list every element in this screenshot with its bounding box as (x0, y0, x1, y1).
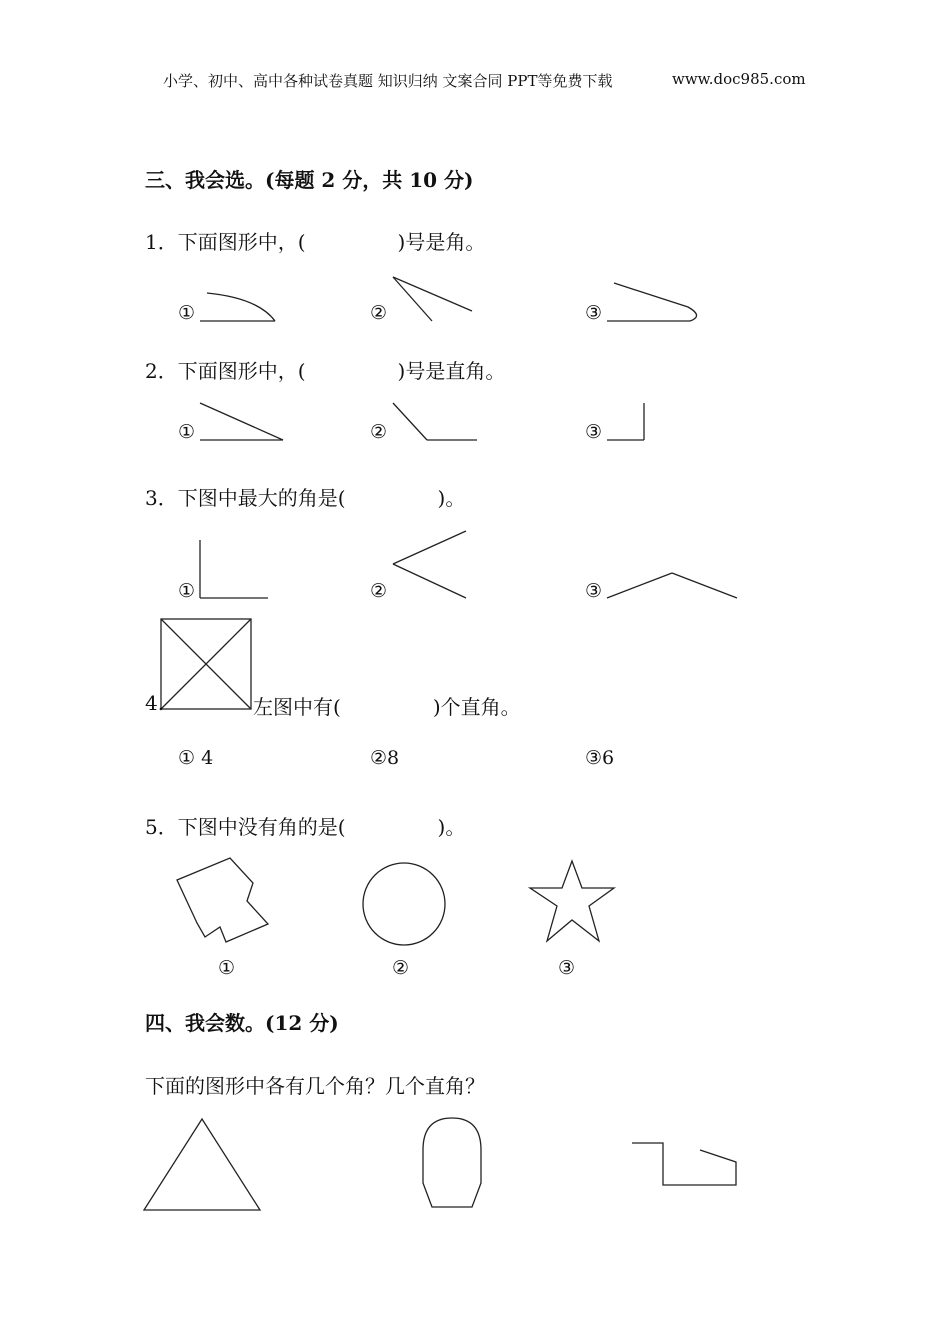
q4-option-2: ②8 (370, 747, 400, 769)
q1-option-2: ② (370, 302, 388, 324)
q5-option-3: ③ (558, 957, 576, 979)
q2-option-3: ③ (585, 421, 603, 443)
question-3 (145, 482, 465, 511)
section-3-title: 三、我会选。(每题 2 分，共 10 分) (145, 168, 474, 192)
q2-option-2: ② (370, 421, 388, 443)
q5-irregular-polygon (177, 858, 268, 942)
question-2 (145, 355, 505, 384)
q2-acute-angle-shape (200, 403, 283, 440)
question-3-post: )。 (437, 486, 466, 510)
q5-circle (363, 863, 445, 945)
q2-obtuse-angle-shape (393, 403, 477, 440)
s4-triangle (144, 1119, 260, 1210)
section-4-prompt: 下面的图形中各有几个角？几个直角？ (145, 1074, 485, 1098)
q3-option-3: ③ (585, 580, 603, 602)
s4-step-shape (632, 1143, 736, 1185)
question-4 (253, 691, 521, 720)
q5-star (530, 861, 614, 941)
q5-option-2: ② (392, 957, 410, 979)
q2-right-angle-shape (607, 403, 644, 440)
q5-option-1: ① (218, 957, 236, 979)
question-1-pre: 1．下面图形中，( (145, 230, 306, 254)
header-url[interactable]: www.doc985.com (672, 70, 806, 88)
q3-right-angle-shape (200, 540, 268, 598)
s4-rounded-octagon (423, 1118, 481, 1207)
question-5-pre: 5．下图中没有角的是( (145, 815, 346, 839)
q4-square-with-diagonals (161, 619, 251, 709)
question-2-post: )号是直角。 (397, 359, 506, 383)
question-2-pre: 2．下面图形中，( (145, 359, 306, 383)
q2-option-1: ① (178, 421, 196, 443)
q1-option-3: ③ (585, 302, 603, 324)
header-left-text: 小学、初中、高中各种试卷真题 知识归纳 文案合同 PPT等免费下载 (163, 72, 613, 90)
question-1-post: )号是角。 (397, 230, 486, 254)
q1-angle-shape (393, 277, 472, 321)
q3-option-2: ② (370, 580, 388, 602)
q3-option-1: ① (178, 580, 196, 602)
question-5 (145, 811, 465, 840)
question-3-pre: 3．下图中最大的角是( (145, 486, 346, 510)
q1-option-1: ① (178, 302, 196, 324)
q3-obtuse-angle-shape (607, 573, 737, 598)
question-4-number: 4. (145, 691, 165, 715)
q4-option-3: ③6 (585, 747, 615, 769)
q3-acute-angle-shape (393, 531, 466, 598)
question-5-post: )。 (437, 815, 466, 839)
q1-arc-shape (200, 293, 275, 321)
question-4-pre: 左图中有( (253, 695, 341, 719)
question-4-post: )个直角。 (432, 695, 521, 719)
section-4-title: 四、我会数。(12 分) (145, 1011, 339, 1035)
q4-option-1: ① 4 (178, 747, 214, 769)
q1-curved-closed-shape (607, 283, 697, 321)
